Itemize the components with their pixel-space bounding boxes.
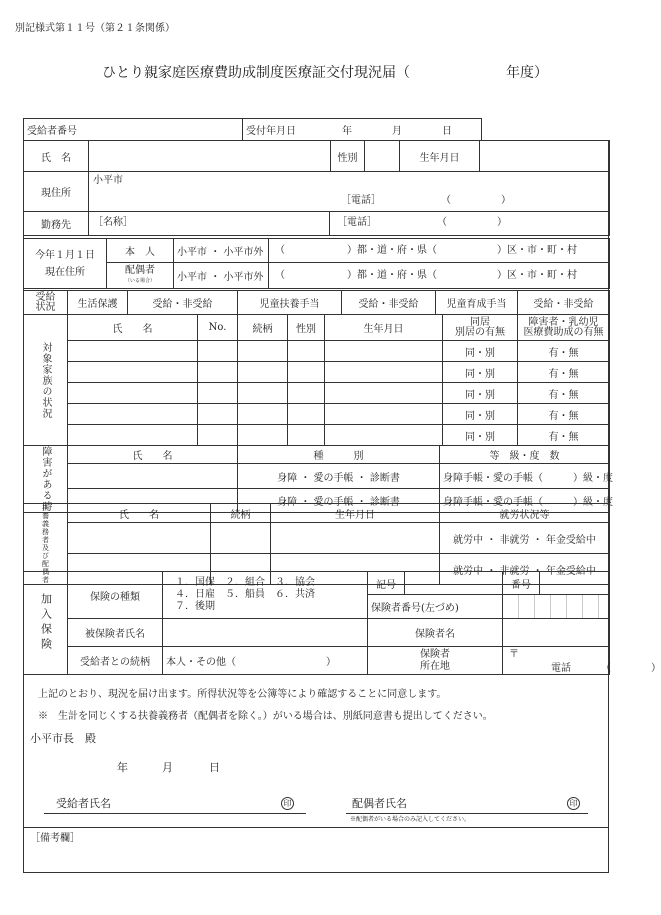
dot: ・: [210, 272, 221, 283]
paren: （: [275, 245, 285, 256]
insurance-kind-options[interactable]: [163, 572, 368, 619]
dependent-note: ※ 生計を同じくする扶養義務者（配偶者を除く。）がいる場合は、別紙同意書も提出してください。: [38, 711, 493, 722]
form-number: 別記様式第１１号（第２１条関係）: [15, 23, 175, 34]
dependents-work-header: 就労状況等: [440, 504, 610, 523]
dependents-name-cell[interactable]: [68, 523, 211, 554]
family-no-cell[interactable]: [198, 425, 238, 446]
family-disab-cell[interactable]: 有・無: [518, 425, 610, 446]
disability-grade-cell[interactable]: 身障手帳・愛の手帳（ ）級・度: [440, 488, 610, 512]
family-relation-header: 続柄: [238, 315, 288, 341]
sex-label: 性別: [331, 141, 365, 172]
residence-label-line1: 今年１月１日: [35, 249, 95, 261]
family-no-cell[interactable]: [198, 341, 238, 362]
spouse-sign-note: ※配偶者がいる場合のみ記入してください。: [350, 816, 471, 823]
family-birth-cell[interactable]: [325, 404, 443, 425]
family-birth-cell[interactable]: [325, 362, 443, 383]
cohabit-line2: 別居の有無: [455, 326, 505, 338]
insurer-addr-line1: 保険者: [420, 648, 450, 660]
family-no-cell[interactable]: [198, 383, 238, 404]
dependents-work-cell[interactable]: 就労中 ・ 非就労 ・ 年金受給中: [440, 523, 610, 554]
insurer-addr-line2: 所在地: [420, 660, 450, 672]
family-relation-cell[interactable]: [238, 425, 288, 446]
received-date-field: [243, 119, 482, 141]
insured-name-label: 被保険者氏名: [68, 619, 163, 647]
dependents-work-cell[interactable]: 就労中 ・ 非就労 ・ 年金受給中: [440, 554, 610, 585]
spouse-seal-icon: 印: [567, 797, 580, 810]
dependents-relation-header: 続柄: [211, 504, 271, 523]
insurance-opts-line1: １．国保 ２．組合 ３．協会: [175, 577, 315, 588]
outside-option: 小平市外: [223, 272, 264, 283]
residence-spouse-label: [107, 263, 174, 289]
family-disab-cell[interactable]: 有・無: [518, 404, 610, 425]
family-sex-cell[interactable]: [288, 404, 325, 425]
year-label: 年: [342, 126, 352, 137]
address-phone-close: ）: [501, 195, 511, 206]
disability-name-cell[interactable]: [68, 464, 238, 488]
insured-name-field[interactable]: [163, 619, 368, 647]
family-birth-cell[interactable]: [325, 341, 443, 362]
day-label: 日: [442, 126, 452, 137]
family-sex-header: 性別: [288, 315, 325, 341]
insurance-label: [24, 572, 68, 675]
family-no-cell[interactable]: [198, 362, 238, 383]
cohabit-line1: 同居: [470, 316, 490, 328]
family-cohabit-cell[interactable]: 同・別: [443, 362, 518, 383]
family-sex-cell[interactable]: [288, 425, 325, 446]
relation-label: 受給者との続柄: [68, 647, 163, 675]
residence-self-label: 本 人: [107, 239, 174, 263]
address-field[interactable]: [89, 172, 610, 212]
family-cohabit-cell[interactable]: 同・別: [443, 404, 518, 425]
family-disab-cell[interactable]: 有・無: [518, 362, 610, 383]
insurance-table: [23, 571, 661, 675]
paren: （: [275, 270, 285, 281]
table-row: [24, 341, 610, 362]
disability-grade-header: 等 級・度 数: [440, 446, 610, 464]
ward-label: ）区・市・町・村: [497, 245, 577, 256]
table-row: [24, 523, 610, 554]
table-row: [24, 383, 610, 404]
birth-field[interactable]: [480, 141, 610, 172]
disability-label-text: 障害がある時: [40, 446, 51, 512]
family-label-text: 対象家族の状況: [40, 341, 51, 419]
spouse-label: 配偶者: [125, 264, 155, 276]
work-name-label: ［名称］: [93, 217, 133, 228]
insurer-address-label: [368, 647, 503, 675]
family-name-header: 氏 名: [68, 315, 198, 341]
disability-type-cell[interactable]: 身障 ・ 愛の手帳 ・ 診断書: [238, 488, 440, 512]
applicant-table: [23, 140, 610, 236]
spouse-sign-label: 配偶者氏名: [352, 797, 407, 810]
insurer-name-field[interactable]: [503, 619, 610, 647]
family-label: [24, 315, 68, 446]
insurance-label-text: 加入保険: [39, 593, 53, 653]
family-sex-cell[interactable]: [288, 341, 325, 362]
mayor-address: 小平市長 殿: [30, 732, 96, 745]
insurance-opts-line3: ７．後期: [175, 601, 215, 612]
family-disab-cell[interactable]: 有・無: [518, 383, 610, 404]
residence-label: [24, 239, 107, 289]
date-month-label: 月: [162, 761, 173, 774]
work-label: 勤務先: [24, 212, 89, 236]
family-name-cell[interactable]: [68, 341, 198, 362]
month-label: 月: [392, 126, 402, 137]
recipient-number-field[interactable]: [24, 119, 243, 141]
work-divider: [329, 212, 330, 235]
insurance-opts-line2: ４．日雇 ５．船員 ６．共済: [175, 589, 315, 600]
recipient-sign-line[interactable]: [44, 813, 306, 814]
disab-line2: 医療費助成の有無: [523, 326, 604, 338]
insurer-name-label: 保険者名: [368, 619, 503, 647]
applicant-name-field[interactable]: [89, 141, 331, 172]
insurer-phone-open: （: [601, 663, 611, 674]
disability-type-cell[interactable]: 身障 ・ 愛の手帳 ・ 診断書: [238, 464, 440, 488]
family-relation-cell[interactable]: [238, 404, 288, 425]
disability-grade-cell[interactable]: 身障手帳・愛の手帳（ ）級・度: [440, 464, 610, 488]
address-phone-label: ［電話］: [341, 195, 381, 206]
recipient-sign-label: 受給者氏名: [56, 797, 111, 810]
symbol-label: 記号: [368, 572, 405, 595]
residence-self-address[interactable]: [269, 239, 610, 263]
prefecture-label: ）都・道・府・県（: [347, 270, 437, 281]
family-birth-cell[interactable]: [325, 425, 443, 446]
welfare-label: 生活保護: [68, 291, 128, 315]
address-city: 小平市: [93, 175, 123, 186]
family-relation-cell[interactable]: [238, 383, 288, 404]
dependents-name-header: 氏 名: [68, 504, 211, 523]
recipient-number-label: 受給者番号: [27, 126, 77, 137]
kodaira-option: 小平市: [177, 247, 207, 258]
child-rearing-label: 児童育成手当: [436, 291, 518, 315]
family-sex-cell[interactable]: [288, 383, 325, 404]
remarks-label[interactable]: ［備考欄］: [30, 833, 80, 844]
dot: ・: [210, 247, 221, 258]
family-table: [23, 314, 610, 446]
family-cohabit-header: [443, 315, 518, 341]
date-year-label: 年: [117, 761, 128, 774]
outside-option: 小平市外: [223, 247, 264, 258]
spouse-sign-line[interactable]: [346, 813, 588, 814]
work-phone-close: ）: [497, 217, 507, 228]
insurer-phone-label: 電話: [551, 663, 571, 674]
name-label: 氏 名: [24, 141, 89, 172]
kodaira-option: 小平市: [177, 272, 207, 283]
insurer-phone-close: ）: [651, 663, 661, 674]
digit-grid: [503, 595, 609, 618]
ward-label: ）区・市・町・村: [497, 270, 577, 281]
consent-text: 上記のとおり、現況を届け出ます。所得状況等を公簿等により確認することに同意します。: [38, 689, 447, 700]
symbol-field[interactable]: [405, 572, 503, 595]
residence-table: [23, 238, 610, 289]
remarks-divider: [23, 827, 609, 828]
table-row: [24, 425, 610, 446]
form-title: ひとり親家庭医療費助成制度医療証交付現況届（: [102, 65, 410, 81]
family-cohabit-cell[interactable]: 同・別: [443, 425, 518, 446]
prefecture-label: ）都・道・府・県（: [347, 245, 437, 256]
insurer-number-field[interactable]: [503, 595, 610, 619]
disability-type-header: 種 別: [238, 446, 440, 464]
family-cohabit-cell[interactable]: 同・別: [443, 383, 518, 404]
family-birth-cell[interactable]: [325, 383, 443, 404]
family-cohabit-cell[interactable]: 同・別: [443, 341, 518, 362]
dependents-birth-cell[interactable]: [271, 523, 440, 554]
family-no-cell[interactable]: [198, 404, 238, 425]
residence-self-choice[interactable]: [174, 239, 269, 263]
residence-label-line2: 現在住所: [45, 266, 85, 278]
table-row: [24, 362, 610, 383]
family-disab-cell[interactable]: 有・無: [518, 341, 610, 362]
work-phone-label: ［電話］: [337, 217, 377, 228]
table-row: [24, 464, 610, 488]
family-sex-cell[interactable]: [288, 362, 325, 383]
disab-line1: 障害者・乳幼児: [528, 316, 599, 328]
insurer-number-label: 保険者番号(左づめ): [368, 595, 503, 619]
residence-spouse-address[interactable]: [269, 263, 610, 289]
family-name-cell[interactable]: [68, 362, 198, 383]
received-date-label: 受付年月日: [246, 126, 296, 137]
table-row: [24, 404, 610, 425]
welfare-option[interactable]: 受給・非受給: [128, 291, 238, 315]
family-disab-header: [518, 315, 610, 341]
family-name-cell[interactable]: [68, 383, 198, 404]
dependents-label-text: 扶養義務者及び配偶者: [41, 504, 50, 584]
family-birth-header: 生年月日: [325, 315, 443, 341]
form-title-year: 年度）: [506, 65, 548, 81]
postal-mark: 〒: [509, 649, 519, 660]
sex-field[interactable]: [365, 141, 400, 172]
child-rearing-option[interactable]: 受給・非受給: [518, 291, 610, 315]
benefit-table: [23, 290, 610, 315]
number-field[interactable]: [540, 572, 610, 595]
spouse-note: （いる場合）: [124, 277, 155, 284]
insurance-kind-label: 保険の種類: [68, 572, 163, 619]
date-day-label: 日: [209, 761, 220, 774]
recipient-seal-icon: 印: [281, 797, 294, 810]
child-support-option[interactable]: 受給・非受給: [342, 291, 436, 315]
benefit-label: 受給 状況: [24, 291, 68, 315]
family-name-cell[interactable]: [68, 404, 198, 425]
family-name-cell[interactable]: [68, 425, 198, 446]
residence-spouse-choice[interactable]: [174, 263, 269, 289]
disability-name-header: 氏 名: [68, 446, 238, 464]
number-label: 番号: [503, 572, 540, 595]
dependents-birth-header: 生年月日: [271, 504, 440, 523]
family-relation-cell[interactable]: [238, 341, 288, 362]
family-no-header: No.: [198, 315, 238, 341]
address-label: 現住所: [24, 172, 89, 212]
dependents-relation-cell[interactable]: [211, 523, 271, 554]
child-support-label: 児童扶養手当: [238, 291, 342, 315]
insurer-address-field[interactable]: [503, 647, 661, 675]
work-phone-open: （: [437, 217, 447, 228]
work-field[interactable]: [89, 212, 610, 236]
address-phone-open: （: [441, 195, 451, 206]
relation-options[interactable]: 本人・その他（ ）: [163, 647, 368, 675]
receipt-row: [23, 118, 482, 141]
family-relation-cell[interactable]: [238, 362, 288, 383]
birth-label: 生年月日: [400, 141, 480, 172]
